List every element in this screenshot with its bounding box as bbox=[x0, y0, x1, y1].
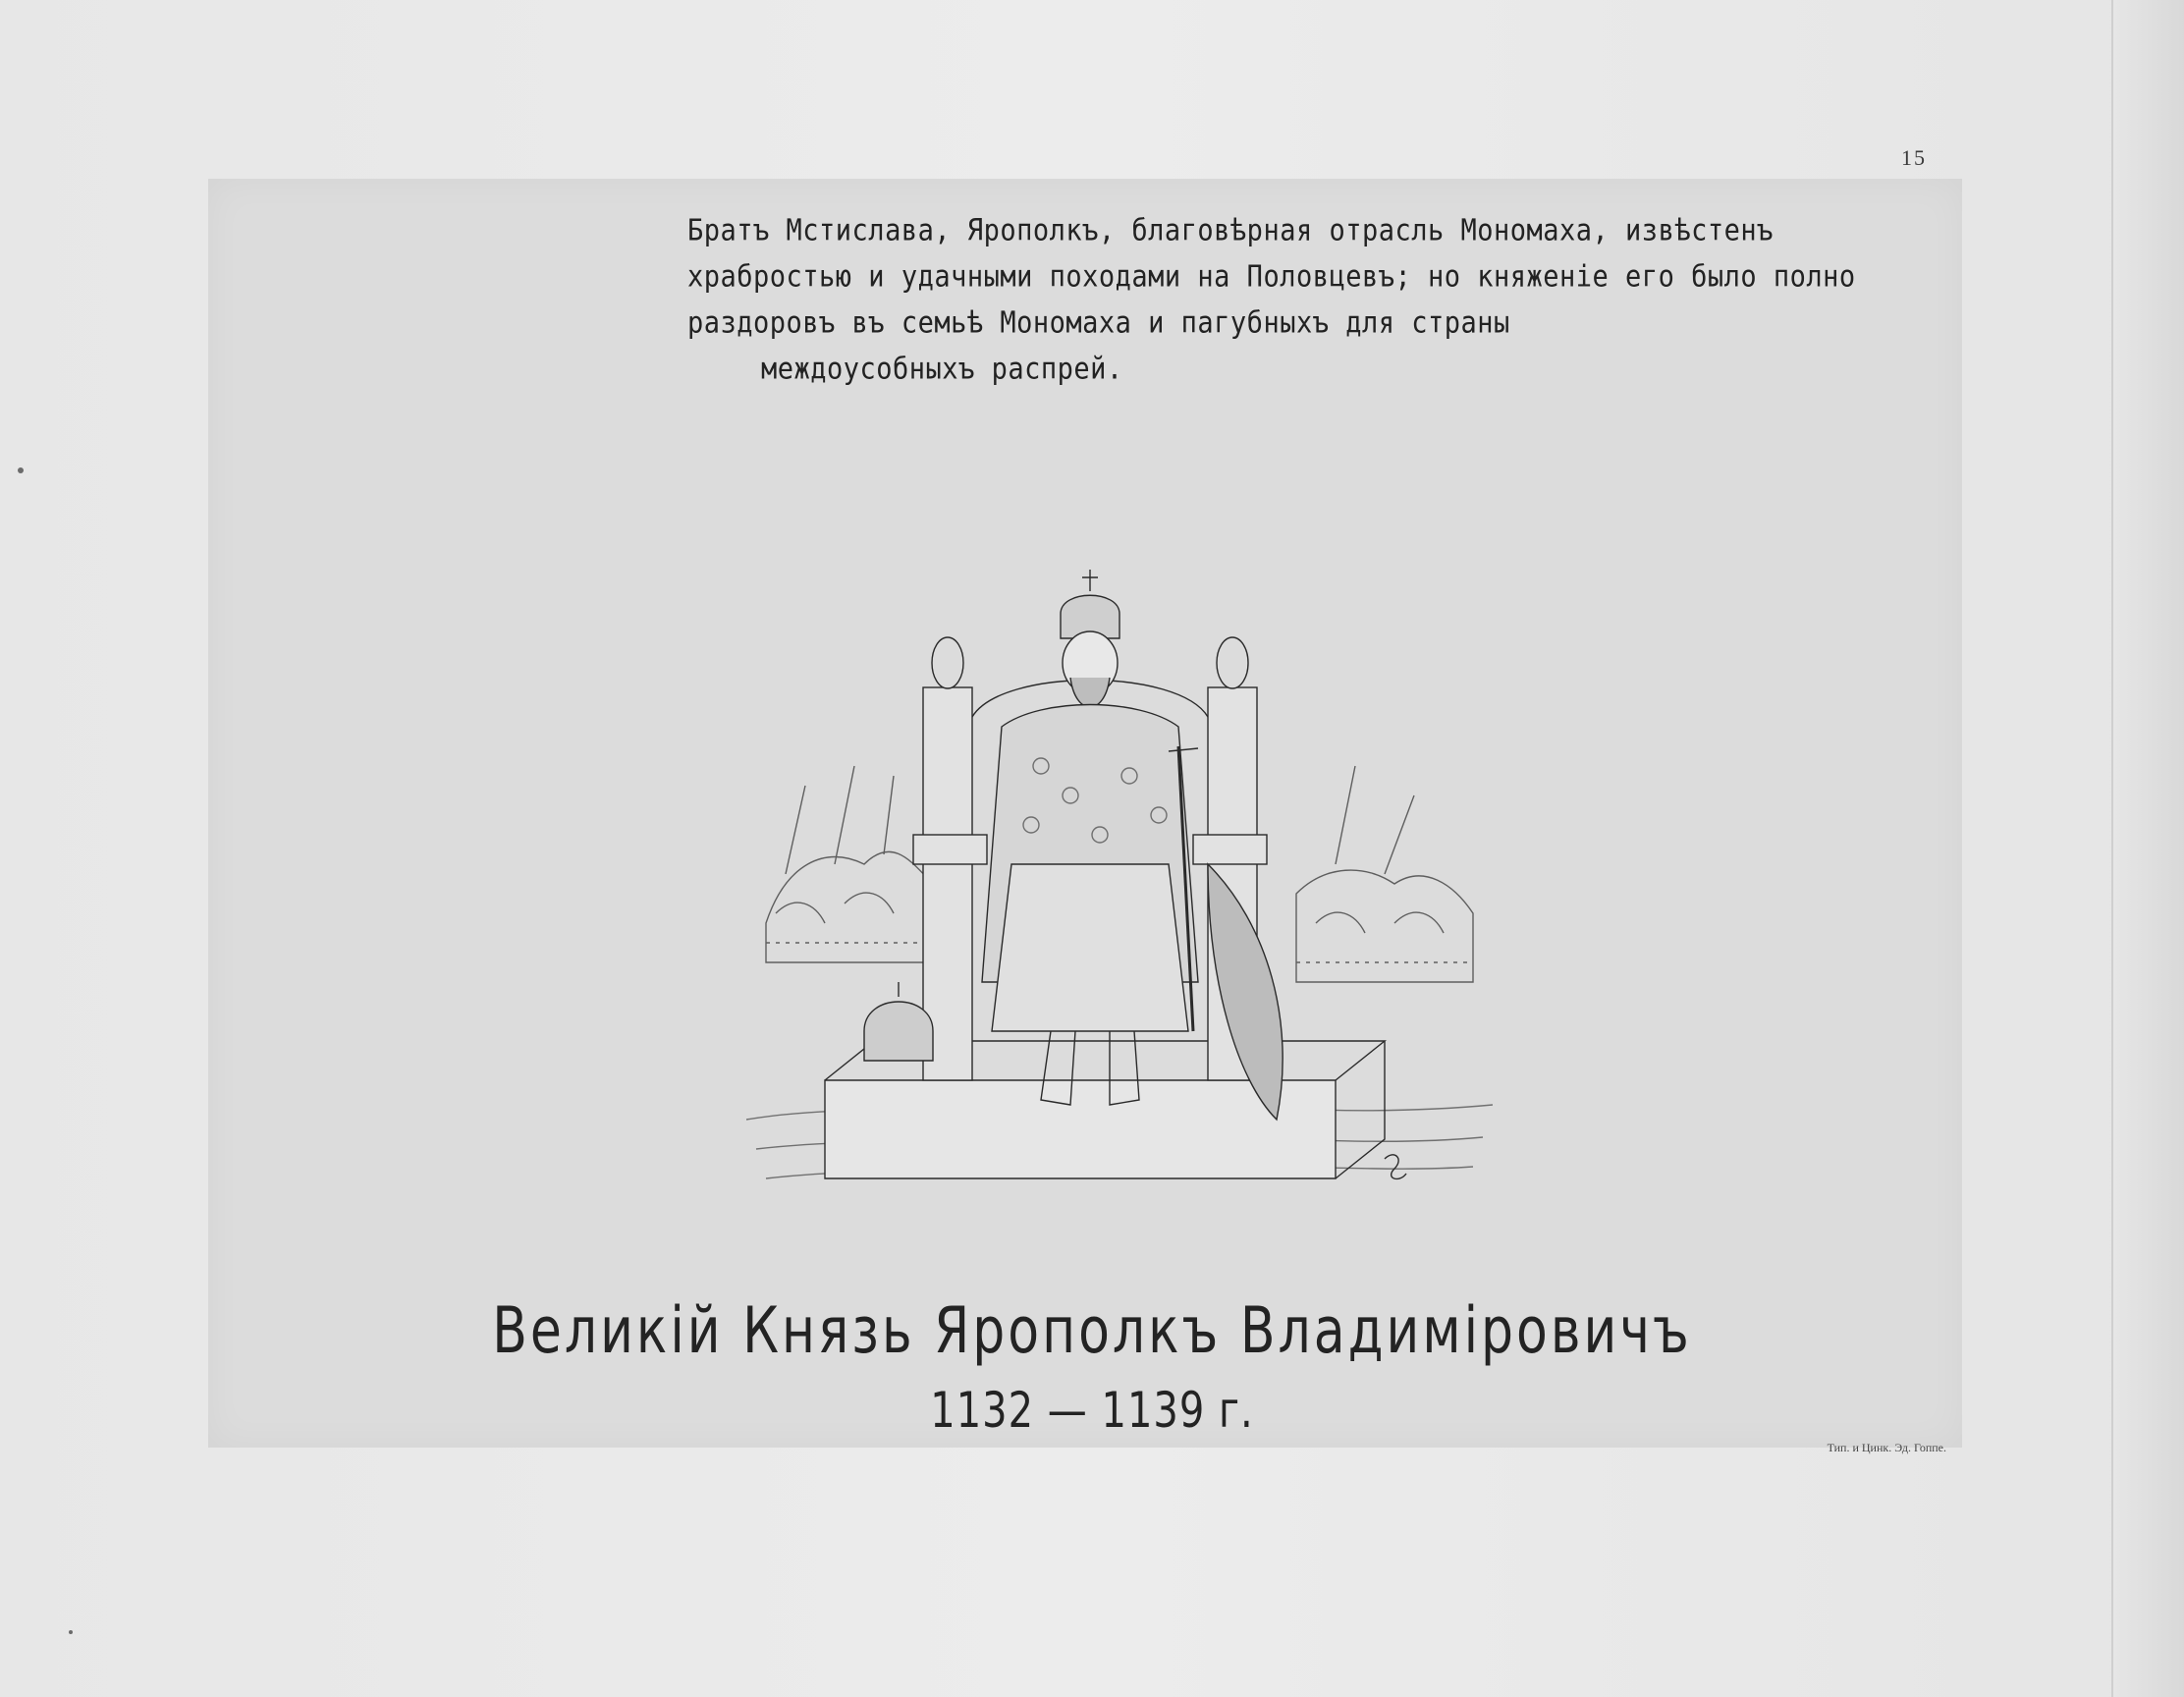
caption-line-3: раздоровъ въ семьѣ Мономаха и пагубныхъ для страны bbox=[687, 305, 1510, 341]
reign-years: 1132 — 1139 г. bbox=[930, 1383, 1254, 1440]
battle-scene-left bbox=[766, 766, 933, 962]
caption-line-1: Братъ Мстислава, Ярополкъ, благовѣрная отрасль Мономаха, извѣстенъ bbox=[687, 213, 1774, 248]
printer-credit: Тип. и Цинк. Эд. Гоппе. bbox=[1827, 1441, 1946, 1454]
paper-speck bbox=[69, 1630, 73, 1634]
artist-monogram bbox=[1385, 1155, 1406, 1179]
page-number: 15 bbox=[1901, 145, 1927, 170]
caption-line-2: храбростью и удачными походами на Половцевъ; но княженіе его было полно bbox=[687, 259, 1856, 295]
prince-figure bbox=[982, 570, 1198, 1105]
battle-scene-right bbox=[1296, 766, 1473, 982]
caption-line-4: междоусобныхъ распрей. bbox=[761, 352, 1123, 386]
engraving-prince-on-throne bbox=[746, 570, 1493, 1198]
main-title: Великій Князь Ярополкъ Владиміровичъ bbox=[492, 1294, 1692, 1368]
page-edge bbox=[2111, 0, 2184, 1697]
caption-block bbox=[687, 208, 1856, 392]
throne-platform bbox=[825, 1041, 1385, 1178]
paper-speck bbox=[18, 467, 24, 473]
